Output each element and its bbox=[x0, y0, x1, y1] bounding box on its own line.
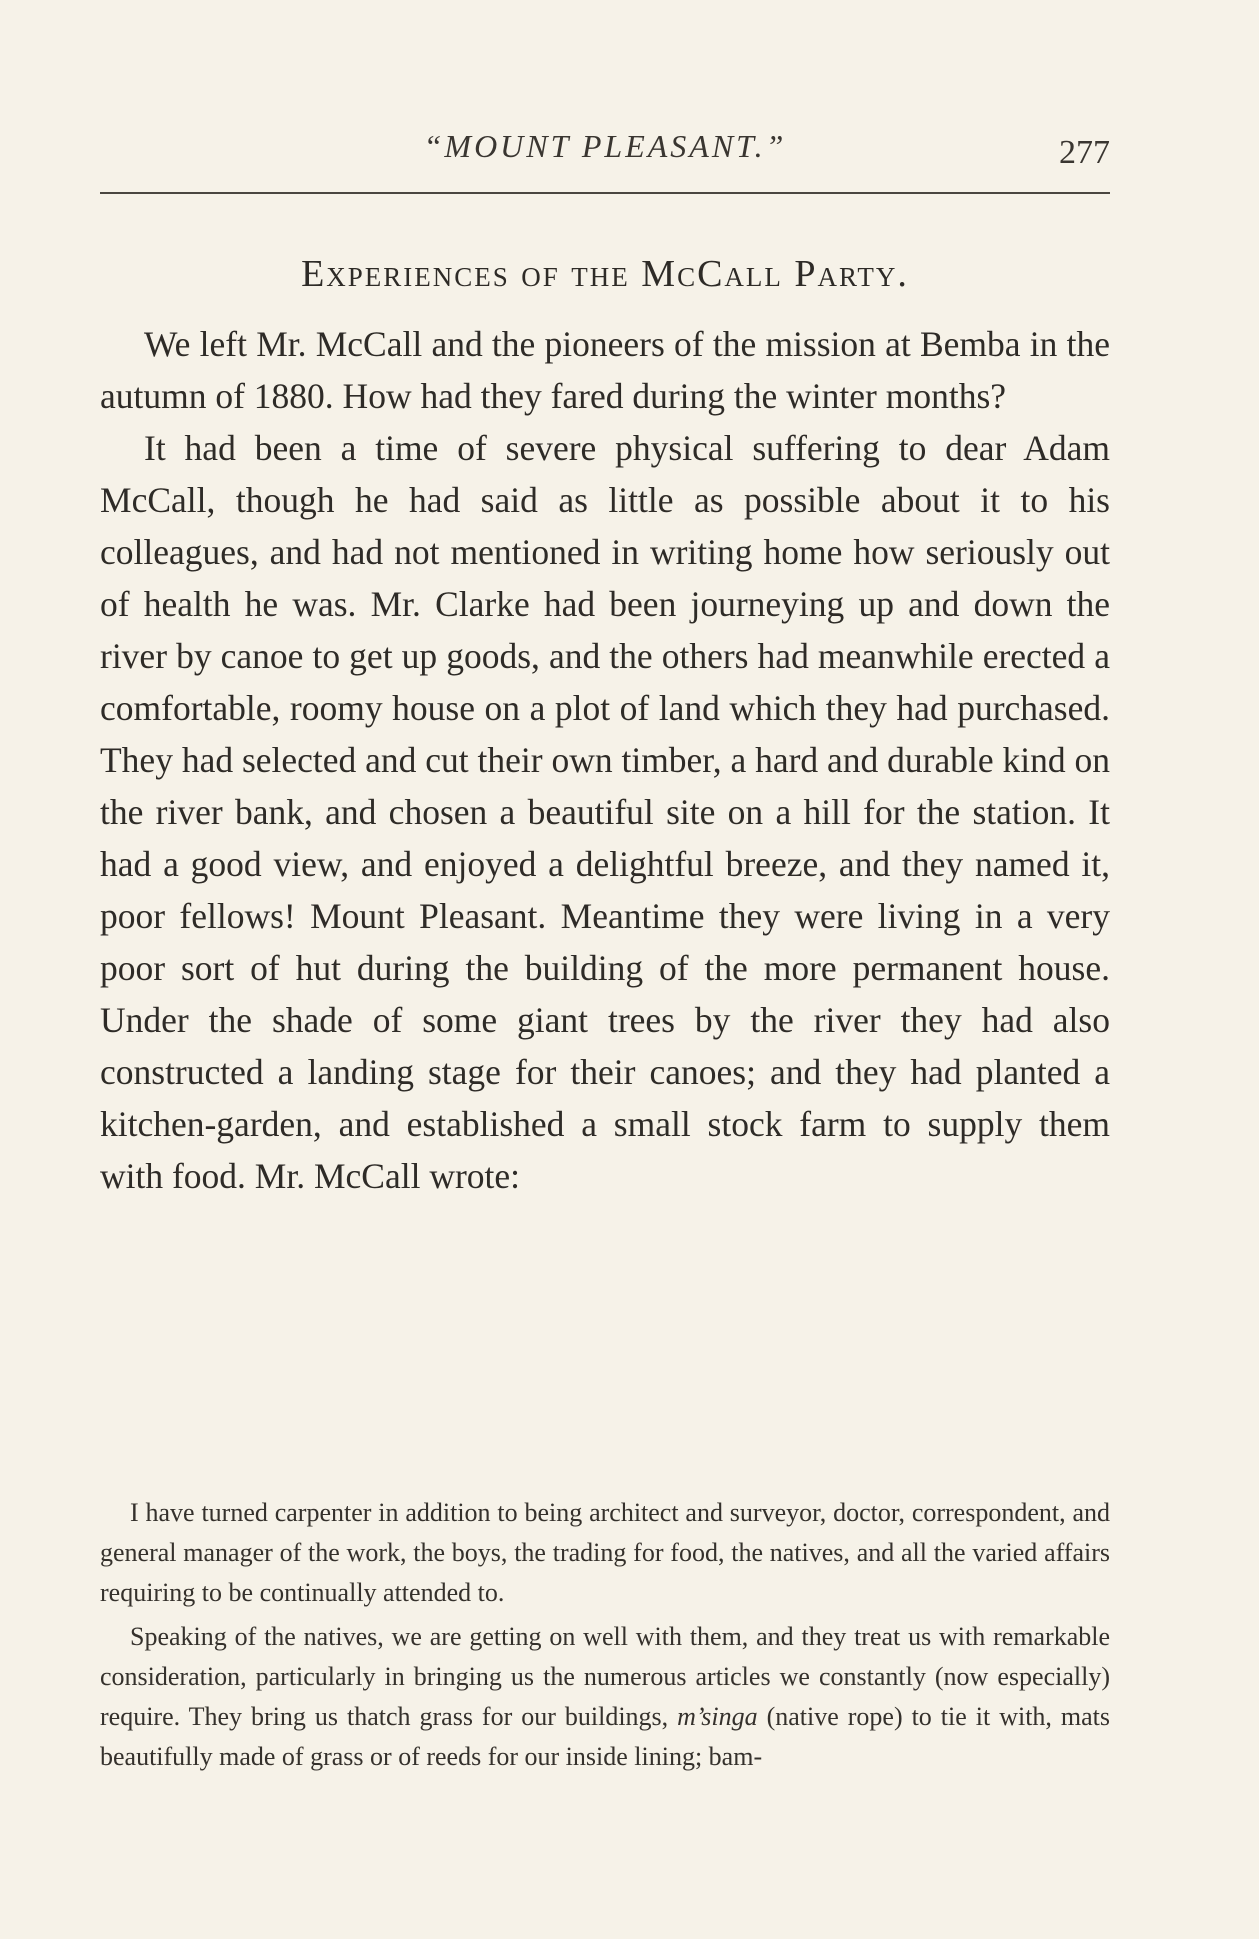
body-paragraph-1: We left Mr. McCall and the pioneers of the mission at Bemba in the autumn of 1880. How had they fared during the winter months? bbox=[100, 324, 1110, 416]
quoted-letter bbox=[100, 1493, 1110, 1781]
quote-paragraph-1: I have turned carpenter in addition to being architect and surveyor, doctor, correspondent, and general manager of the work, the boys, the trading for food, the natives, and all the varied affairs requiring to be continually attended to. bbox=[100, 1498, 1110, 1607]
section-heading: Experiences of the McCall Party. bbox=[301, 253, 909, 295]
running-head bbox=[100, 128, 1110, 178]
page-number: 277 bbox=[1059, 134, 1110, 171]
running-title: “MOUNT PLEASANT.” bbox=[423, 128, 787, 164]
body-text bbox=[100, 318, 1110, 1202]
quote-paragraph-2-end: (native rope) to tie it with, mats beautifully made of grass or of reeds for our inside lining; bam- bbox=[100, 1702, 1111, 1771]
quote-paragraph-2 bbox=[100, 1617, 1110, 1777]
quote-paragraph-2-start: Speaking of the natives, we are getting on well with them, and they treat us with remarkable consideration, particularly in bringing us the numerous articles we constantly (now especially) require. They bring us thatch grass for our buildings, bbox=[100, 1622, 1110, 1731]
body-paragraph-2: It had been a time of severe physical suffering to dear Adam McCall, though he had said as little as possible about it to his colleagues, and had not mentioned in writing home how seriously out of health he was. Mr. Clarke had been journeying up and down the river by canoe to get up goods, and the others had meanwhile erected a comfortable, roomy house on a plot of land which they had purchased. They had selected and cut their own timber, a hard and durable kind on the river bank, and chosen a beautiful site on a hill for the station. It had a good view, and enjoyed a delightful breeze, and they named it, poor fellows! Mount Pleasant. Meantime they were living in a very poor sort of hut during the building of the more permanent house. Under the shade of some giant trees by the river they had also constructed a landing stage for their canoes; and they had planted a kitchen-garden, and established a small stock farm to supply them with food. Mr. McCall wrote: bbox=[100, 428, 1110, 1196]
native-word: m’singa bbox=[677, 1702, 758, 1731]
header-rule bbox=[100, 192, 1110, 194]
